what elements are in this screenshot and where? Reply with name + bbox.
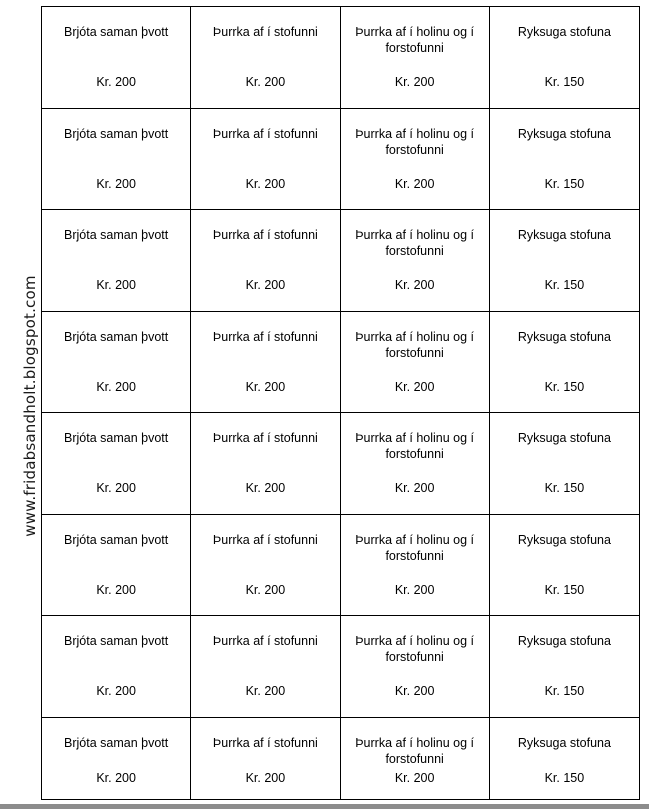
chore-price-label: Kr. 200 xyxy=(96,176,136,191)
chore-card xyxy=(490,718,639,800)
chore-card xyxy=(341,210,490,312)
chore-price-label: Kr. 200 xyxy=(394,176,435,191)
chore-card xyxy=(490,210,639,312)
chore-price-label: Kr. 200 xyxy=(245,278,286,292)
chore-task-label: Þurrka af í holinu og í forstofunni xyxy=(355,228,475,258)
chore-card xyxy=(191,109,340,211)
chore-price-label: Kr. 150 xyxy=(544,75,585,89)
chore-task-label: Þurrka af í holinu og í forstofunni xyxy=(355,735,475,766)
chore-task-label: Ryksuga stofuna xyxy=(517,634,611,648)
chore-task-label: Þurrka af í holinu og í forstofunni xyxy=(355,532,475,563)
chore-task-label: Brjóta saman þvott xyxy=(64,228,169,242)
chore-task-label: Þurrka af í holinu og í forstofunni xyxy=(355,126,475,157)
chore-task-label: Ryksuga stofuna xyxy=(517,431,611,445)
chore-price-label: Kr. 200 xyxy=(96,481,136,495)
chore-price-label: Kr. 200 xyxy=(394,582,435,597)
chore-task-label: Brjóta saman þvott xyxy=(64,532,169,547)
chore-card-grid xyxy=(41,6,640,800)
chore-task-label: Ryksuga stofuna xyxy=(517,329,611,344)
page-bottom-edge xyxy=(0,804,649,809)
chore-card xyxy=(490,616,639,718)
chore-price-label: Kr. 200 xyxy=(96,770,136,785)
chore-price-label: Kr. 200 xyxy=(96,684,136,698)
chore-card xyxy=(42,515,191,617)
chore-price-label: Kr. 200 xyxy=(96,75,136,89)
chore-card xyxy=(191,210,340,312)
chore-price-label: Kr. 150 xyxy=(544,481,585,495)
chore-task-label: Þurrka af í stofunni xyxy=(212,126,318,141)
chore-task-label: Brjóta saman þvott xyxy=(64,329,169,344)
chore-card xyxy=(42,312,191,414)
chore-price-label: Kr. 200 xyxy=(245,770,286,785)
chore-task-label: Brjóta saman þvott xyxy=(64,431,169,445)
chore-card xyxy=(490,413,639,515)
chore-task-label: Ryksuga stofuna xyxy=(517,735,611,750)
chore-card xyxy=(191,718,340,800)
chore-card xyxy=(490,312,639,414)
chore-card xyxy=(42,413,191,515)
chore-card xyxy=(42,616,191,718)
chore-price-label: Kr. 150 xyxy=(544,379,585,394)
chore-card xyxy=(341,413,490,515)
chore-price-label: Kr. 200 xyxy=(96,278,136,292)
chore-task-label: Ryksuga stofuna xyxy=(517,532,611,547)
chore-card xyxy=(490,515,639,617)
watermark-text: www.fridabsandholt.blogspot.com xyxy=(21,275,39,537)
chore-task-label: Brjóta saman þvott xyxy=(64,126,169,141)
chore-task-label: Þurrka af í stofunni xyxy=(212,431,318,445)
chore-task-label: Ryksuga stofuna xyxy=(517,126,611,141)
chore-task-label: Þurrka af í stofunni xyxy=(212,329,318,344)
chore-card xyxy=(191,7,340,109)
chore-price-label: Kr. 200 xyxy=(245,684,286,698)
chore-card xyxy=(341,515,490,617)
chore-card xyxy=(490,7,639,109)
chore-price-label: Kr. 150 xyxy=(544,770,585,785)
chore-price-label: Kr. 200 xyxy=(394,481,435,495)
chore-price-label: Kr. 200 xyxy=(96,582,136,597)
chore-task-label: Þurrka af í holinu og í forstofunni xyxy=(355,431,475,461)
chore-price-label: Kr. 150 xyxy=(544,278,585,292)
chore-price-label: Kr. 200 xyxy=(245,379,286,394)
chore-task-label: Þurrka af í holinu og í forstofunni xyxy=(355,329,475,360)
chore-price-label: Kr. 200 xyxy=(245,75,286,89)
chore-card xyxy=(191,413,340,515)
chore-price-label: Kr. 200 xyxy=(96,379,136,394)
chore-card xyxy=(490,109,639,211)
chore-price-label: Kr. 150 xyxy=(544,176,585,191)
chore-card xyxy=(42,210,191,312)
chore-price-label: Kr. 200 xyxy=(394,684,435,698)
chore-task-label: Ryksuga stofuna xyxy=(517,228,611,242)
chore-price-label: Kr. 200 xyxy=(245,582,286,597)
chore-price-label: Kr. 200 xyxy=(394,770,435,785)
chore-price-label: Kr. 200 xyxy=(394,75,435,89)
chore-card xyxy=(42,109,191,211)
chore-card xyxy=(341,718,490,800)
chore-task-label: Þurrka af í holinu og í forstofunni xyxy=(355,25,475,55)
chore-card xyxy=(191,515,340,617)
chore-card xyxy=(341,109,490,211)
chore-task-label: Brjóta saman þvott xyxy=(64,735,169,750)
chore-card xyxy=(341,312,490,414)
chore-card xyxy=(191,312,340,414)
chore-task-label: Brjóta saman þvott xyxy=(64,634,169,648)
chore-task-label: Þurrka af í holinu og í forstofunni xyxy=(355,634,475,664)
chore-task-label: Þurrka af í stofunni xyxy=(212,532,318,547)
chore-price-label: Kr. 150 xyxy=(544,582,585,597)
chore-price-label: Kr. 200 xyxy=(245,481,286,495)
chore-price-label: Kr. 150 xyxy=(544,684,585,698)
chore-card xyxy=(42,7,191,109)
chore-task-label: Þurrka af í stofunni xyxy=(212,735,318,750)
chore-task-label: Ryksuga stofuna xyxy=(517,25,611,39)
chore-task-label: Þurrka af í stofunni xyxy=(212,25,318,39)
chore-card xyxy=(191,616,340,718)
chore-card xyxy=(341,7,490,109)
chore-task-label: Þurrka af í stofunni xyxy=(212,634,318,648)
chore-task-label: Þurrka af í stofunni xyxy=(212,228,318,242)
chore-price-label: Kr. 200 xyxy=(245,176,286,191)
chore-card xyxy=(341,616,490,718)
chore-task-label: Brjóta saman þvott xyxy=(64,25,169,39)
chore-price-label: Kr. 200 xyxy=(394,379,435,394)
chore-card xyxy=(42,718,191,800)
chore-price-label: Kr. 200 xyxy=(394,278,435,292)
